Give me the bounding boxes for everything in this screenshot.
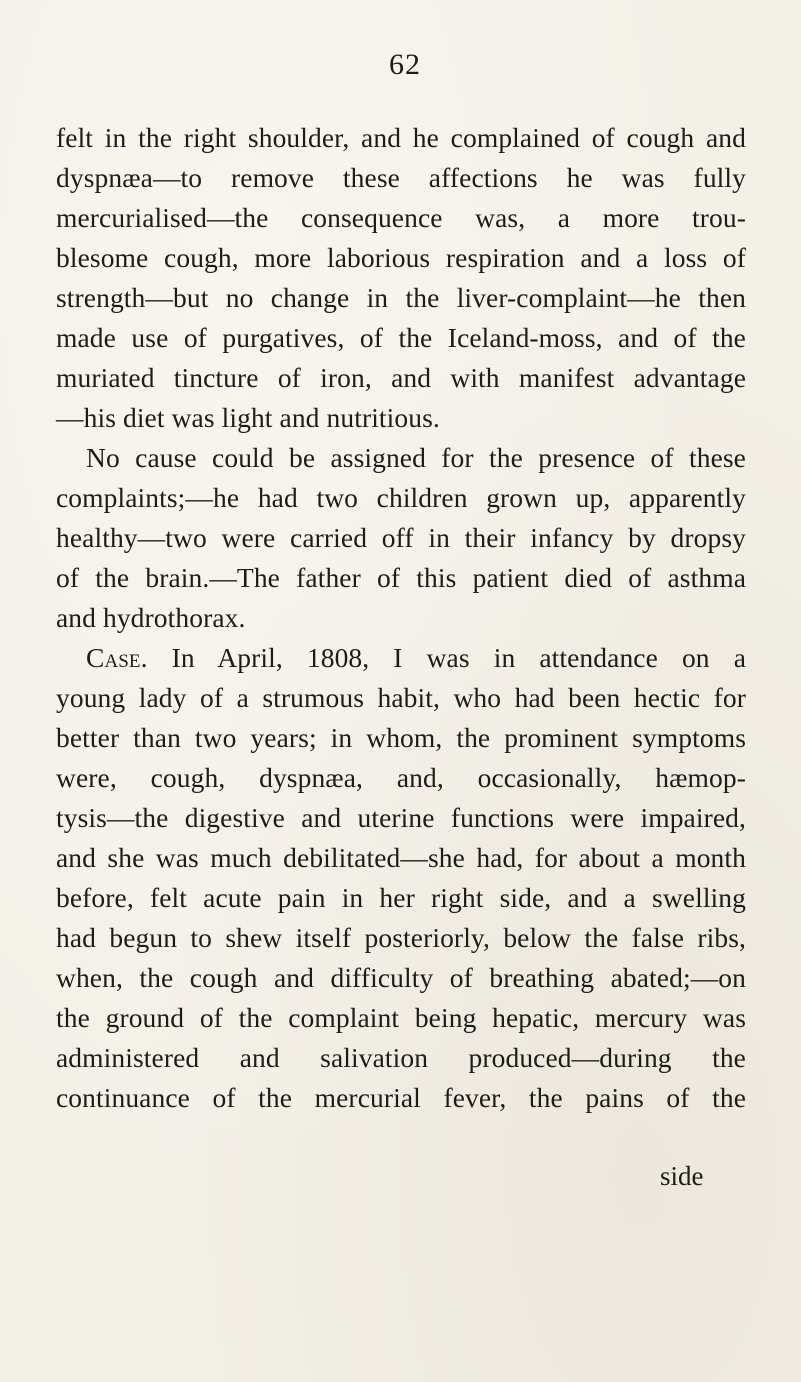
text-line: administered and salivation produced—during the xyxy=(56,1042,746,1073)
text-line: felt in the right shoulder, and he complained of cough and xyxy=(56,122,746,153)
case-text: In April, 1808, I was in attendance on a xyxy=(147,642,746,673)
text-line: continuance of the mercurial fever, the pains of the xyxy=(56,1082,746,1113)
text-line: strength—but no change in the liver-complaint—he then xyxy=(56,282,746,313)
text-line: were, cough, dyspnæa, and, occasionally, hæmop- xyxy=(56,762,746,793)
text-line: healthy—two were carried off in their infancy by dropsy xyxy=(56,522,746,553)
text-line: when, the cough and difficulty of breathing abated;—on xyxy=(56,962,746,993)
text-line: better than two years; in whom, the prominent symptoms xyxy=(56,722,746,753)
text-line: had begun to shew itself posteriorly, below the false ribs, xyxy=(56,922,746,953)
text-line: young lady of a strumous habit, who had been hectic for xyxy=(56,682,746,713)
catchword: side xyxy=(660,1161,704,1191)
text-line: —his diet was light and nutritious. xyxy=(56,402,440,433)
case-paragraph-start xyxy=(56,638,746,678)
text-line: and she was much debilitated—she had, for about a month xyxy=(56,842,746,873)
text-line: mercurialised—the consequence was, a more trou- xyxy=(56,202,746,233)
text-line: made use of purgatives, of the Iceland-moss, and of the xyxy=(56,322,746,353)
text-line: and hydrothorax. xyxy=(56,602,246,633)
text-line: of the brain.—The father of this patient died of asthma xyxy=(56,562,746,593)
paragraph-start: No cause could be assigned for the presence of these xyxy=(86,442,746,473)
text-line: the ground of the complaint being hepatic, mercury was xyxy=(56,1002,746,1033)
page-number: 62 xyxy=(389,48,421,81)
text-line: complaints;—he had two children grown up, apparently xyxy=(56,482,746,513)
text-line: before, felt acute pain in her right side, and a swelling xyxy=(56,882,746,913)
text-line: blesome cough, more laborious respiration and a loss of xyxy=(56,242,746,273)
text-line: muriated tincture of iron, and with manifest advantage xyxy=(56,362,746,393)
text-line: tysis—the digestive and uterine functions were impaired, xyxy=(56,802,746,833)
text-line: dyspnæa—to remove these affections he was fully xyxy=(56,162,746,193)
body-text xyxy=(56,118,746,1118)
case-heading: Case. xyxy=(86,642,148,673)
